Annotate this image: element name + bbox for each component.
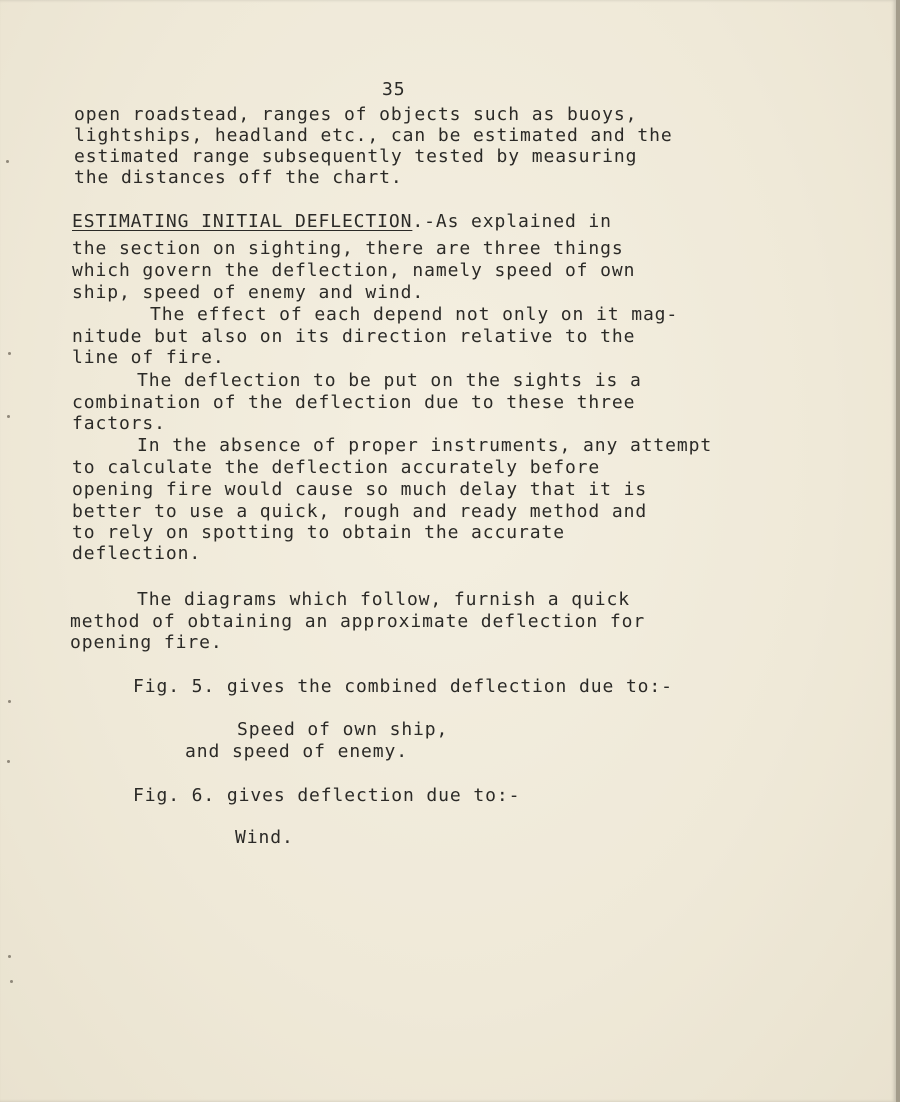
text-line: The deflection to be put on the sights is a bbox=[137, 370, 642, 391]
margin-mark bbox=[6, 160, 9, 163]
fig6-intro: Fig. 6. gives deflection due to:- bbox=[133, 785, 521, 806]
margin-mark bbox=[7, 760, 10, 763]
text-line: deflection. bbox=[72, 543, 202, 564]
text-line: combination of the deflection due to these three bbox=[72, 392, 636, 413]
margin-mark bbox=[8, 955, 11, 958]
page-number: 35 bbox=[382, 79, 406, 100]
text-line: to rely on spotting to obtain the accurate bbox=[72, 522, 565, 543]
margin-mark bbox=[10, 980, 13, 983]
margin-mark bbox=[7, 415, 10, 418]
text-line: estimated range subsequently tested by measuring bbox=[74, 146, 638, 167]
section-heading: ESTIMATING INITIAL DEFLECTION bbox=[72, 211, 413, 232]
text-line: open roadstead, ranges of objects such as buoys, bbox=[74, 104, 638, 125]
text-line: line of fire. bbox=[72, 347, 225, 368]
fig5-item: and speed of enemy. bbox=[185, 741, 409, 762]
text-line: The effect of each depend not only on it mag- bbox=[150, 304, 679, 325]
fig5-intro: Fig. 5. gives the combined deflection due to:- bbox=[133, 676, 673, 697]
section-heading-tail: .-As explained in bbox=[412, 211, 612, 232]
section-heading-line bbox=[72, 213, 612, 231]
text-line: to calculate the deflection accurately before bbox=[72, 457, 601, 478]
text-line: lightships, headland etc., can be estimated and the bbox=[74, 125, 673, 146]
text-line: the distances off the chart. bbox=[74, 167, 403, 188]
text-line: opening fire would cause so much delay that it is bbox=[72, 479, 648, 500]
text-line: method of obtaining an approximate deflection for bbox=[70, 611, 646, 632]
text-line: nitude but also on its direction relative to the bbox=[72, 326, 636, 347]
text-line: better to use a quick, rough and ready method and bbox=[72, 501, 648, 522]
margin-mark bbox=[8, 352, 11, 355]
text-line: opening fire. bbox=[70, 632, 223, 653]
fig5-item: Speed of own ship, bbox=[237, 719, 449, 740]
text-line: ship, speed of enemy and wind. bbox=[72, 282, 425, 303]
page-edge bbox=[896, 0, 900, 1102]
text-line: In the absence of proper instruments, any attempt bbox=[137, 435, 713, 456]
fig6-item: Wind. bbox=[235, 827, 294, 848]
text-line: The diagrams which follow, furnish a quick bbox=[137, 589, 630, 610]
margin-mark bbox=[8, 700, 11, 703]
text-line: factors. bbox=[72, 413, 166, 434]
text-line: which govern the deflection, namely speed of own bbox=[72, 260, 636, 281]
text-line: the section on sighting, there are three things bbox=[72, 238, 624, 259]
